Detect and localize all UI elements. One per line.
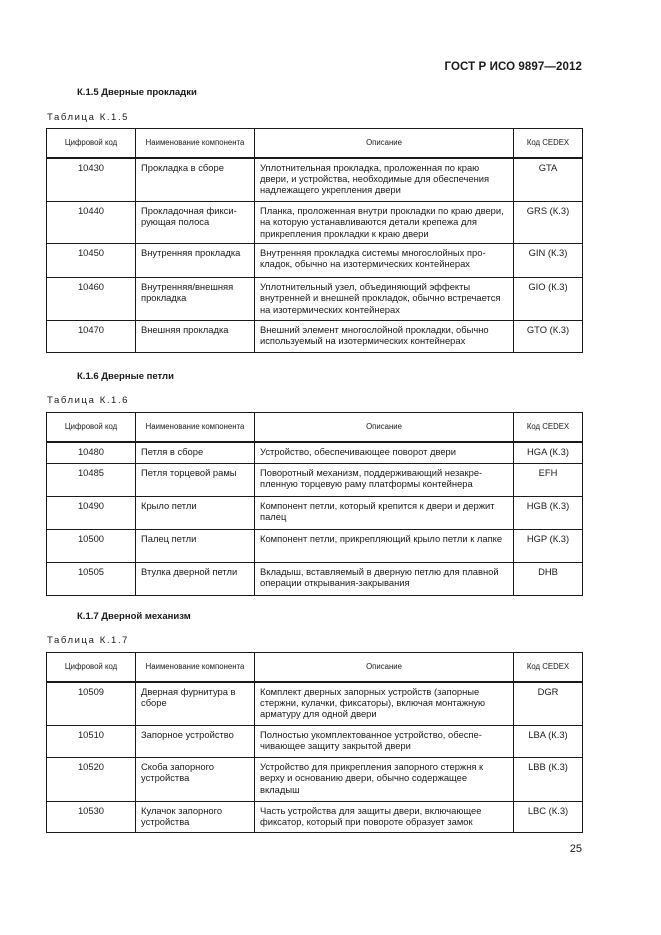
cedex-cell: DGR xyxy=(514,682,583,726)
cedex-cell: GTO (К.3) xyxy=(514,321,583,353)
table-row xyxy=(47,202,583,244)
description-cell: Устройство для прикрепления запорного стержня к верху и основанию двери, обычно содержащее вкладыш xyxy=(255,758,514,802)
column-header-cedex: Код CEDEX xyxy=(514,413,583,442)
name-cell: Скоба запорного устройства xyxy=(136,758,255,802)
name-cell: Запорное устройство xyxy=(136,726,255,758)
column-header-description: Описание xyxy=(255,653,514,682)
table-row xyxy=(47,726,583,758)
cedex-cell: LBA (К.3) xyxy=(514,726,583,758)
table-row xyxy=(47,321,583,353)
table-caption-k17: Таблица К.1.7 xyxy=(47,635,130,646)
table-row xyxy=(47,563,583,596)
code-cell: 10500 xyxy=(47,530,136,563)
code-cell: 10509 xyxy=(47,682,136,726)
table-row xyxy=(47,278,583,321)
cedex-cell: GIN (К.3) xyxy=(514,244,583,278)
cedex-cell: GIO (К.3) xyxy=(514,278,583,321)
cedex-cell: GRS (К.3) xyxy=(514,202,583,244)
section-title-k16: К.1.6 Дверные петли xyxy=(77,371,174,382)
description-cell: Уплотнительная прокладка, проложенная по краю двери, и устройства, необходимые для обеспечения надлежащего укрепления двери xyxy=(255,158,514,202)
column-header-name: Наименование компонента xyxy=(136,413,255,442)
table-row xyxy=(47,497,583,530)
name-cell: Втулка дверной петли xyxy=(136,563,255,596)
description-cell: Уплотнительный узел, объединяющий эффекты внутренней и внешней прокладок, обычно встречается на изотермических контейнерах xyxy=(255,278,514,321)
description-cell: Планка, проложенная внутри прокладки по краю двери, на которую устанавливаются детали крепежа для прикрепления прокладки к краю двери xyxy=(255,202,514,244)
name-cell: Палец петли xyxy=(136,530,255,563)
description-cell: Компонент петли, прикрепляющий крыло петли к лапке xyxy=(255,530,514,563)
table-row xyxy=(47,244,583,278)
cedex-cell: GTA xyxy=(514,158,583,202)
description-cell: Вкладыш, вставляемый в дверную петлю для плавной операции открывания-закрывания xyxy=(255,563,514,596)
column-header-cedex: Код CEDEX xyxy=(514,129,583,158)
table-header-row xyxy=(47,413,583,442)
table-row xyxy=(47,530,583,563)
description-cell: Компонент петли, который крепится к двери и держит палец xyxy=(255,497,514,530)
column-header-name: Наименование компонента xyxy=(136,653,255,682)
table-row xyxy=(47,758,583,802)
code-cell: 10450 xyxy=(47,244,136,278)
code-cell: 10480 xyxy=(47,442,136,464)
cedex-cell: LBC (К.3) xyxy=(514,802,583,833)
table-row xyxy=(47,802,583,833)
name-cell: Прокладка в сборе xyxy=(136,158,255,202)
description-cell: Полностью укомплектованное устройство, обеспечивающее защиту закрытой двери xyxy=(255,726,514,758)
table-row xyxy=(47,682,583,726)
column-header-code: Цифровой код xyxy=(47,129,136,158)
column-header-description: Описание xyxy=(255,413,514,442)
name-cell: Прокладочная фиксирующая полоса xyxy=(136,202,255,244)
name-cell: Крыло петли xyxy=(136,497,255,530)
cedex-cell: HGA (К.3) xyxy=(514,442,583,464)
column-header-cedex: Код CEDEX xyxy=(514,653,583,682)
name-cell: Дверная фурнитура в сборе xyxy=(136,682,255,726)
column-header-name: Наименование компонента xyxy=(136,129,255,158)
code-cell: 10430 xyxy=(47,158,136,202)
description-cell: Комплект дверных запорных устройств (запорные стержни, кулачки, фиксаторы), включая монтажную арматуру для одной двери xyxy=(255,682,514,726)
code-cell: 10530 xyxy=(47,802,136,833)
column-header-code: Цифровой код xyxy=(47,413,136,442)
table-k16 xyxy=(46,412,583,596)
description-cell: Устройство, обеспечивающее поворот двери xyxy=(255,442,514,464)
table-row xyxy=(47,442,583,464)
page-number: 25 xyxy=(569,843,582,855)
code-cell: 10490 xyxy=(47,497,136,530)
table-caption-k16: Таблица К.1.6 xyxy=(47,395,130,406)
description-cell: Поворотный механизм, поддерживающий незакрепленную торцевую раму платформы контейнера xyxy=(255,464,514,497)
code-cell: 10485 xyxy=(47,464,136,497)
column-header-description: Описание xyxy=(255,129,514,158)
name-cell: Петля в сборе xyxy=(136,442,255,464)
table-caption-k15: Таблица К.1.5 xyxy=(47,112,130,123)
code-cell: 10460 xyxy=(47,278,136,321)
code-cell: 10505 xyxy=(47,563,136,596)
code-cell: 10520 xyxy=(47,758,136,802)
code-cell: 10440 xyxy=(47,202,136,244)
name-cell: Внутренняя/внешняя прокладка xyxy=(136,278,255,321)
table-row xyxy=(47,158,583,202)
description-cell: Внутренняя прокладка системы многослойных прокладок, обычно на изотермических контейнерах xyxy=(255,244,514,278)
code-cell: 10470 xyxy=(47,321,136,353)
description-cell: Часть устройства для защиты двери, включающее фиксатор, который при повороте образует замок xyxy=(255,802,514,833)
name-cell: Внутренняя прокладка xyxy=(136,244,255,278)
section-title-k17: К.1.7 Дверной механизм xyxy=(77,611,191,622)
code-cell: 10510 xyxy=(47,726,136,758)
cedex-cell: EFH xyxy=(514,464,583,497)
name-cell: Кулачок запорного устройства xyxy=(136,802,255,833)
standard-header: ГОСТ Р ИСО 9897—2012 xyxy=(444,61,582,73)
table-k17 xyxy=(46,652,583,833)
table-header-row xyxy=(47,653,583,682)
description-cell: Внешний элемент многослойной прокладки, обычно используемый на изотермических контейнерах xyxy=(255,321,514,353)
cedex-cell: DHB xyxy=(514,563,583,596)
table-row xyxy=(47,464,583,497)
name-cell: Внешняя прокладка xyxy=(136,321,255,353)
table-k15 xyxy=(46,128,583,353)
cedex-cell: HGP (К.3) xyxy=(514,530,583,563)
name-cell: Петля торцевой рамы xyxy=(136,464,255,497)
column-header-code: Цифровой код xyxy=(47,653,136,682)
section-title-k15: К.1.5 Дверные прокладки xyxy=(77,87,197,98)
cedex-cell: LBB (К.3) xyxy=(514,758,583,802)
table-header-row xyxy=(47,129,583,158)
cedex-cell: HGB (К.3) xyxy=(514,497,583,530)
